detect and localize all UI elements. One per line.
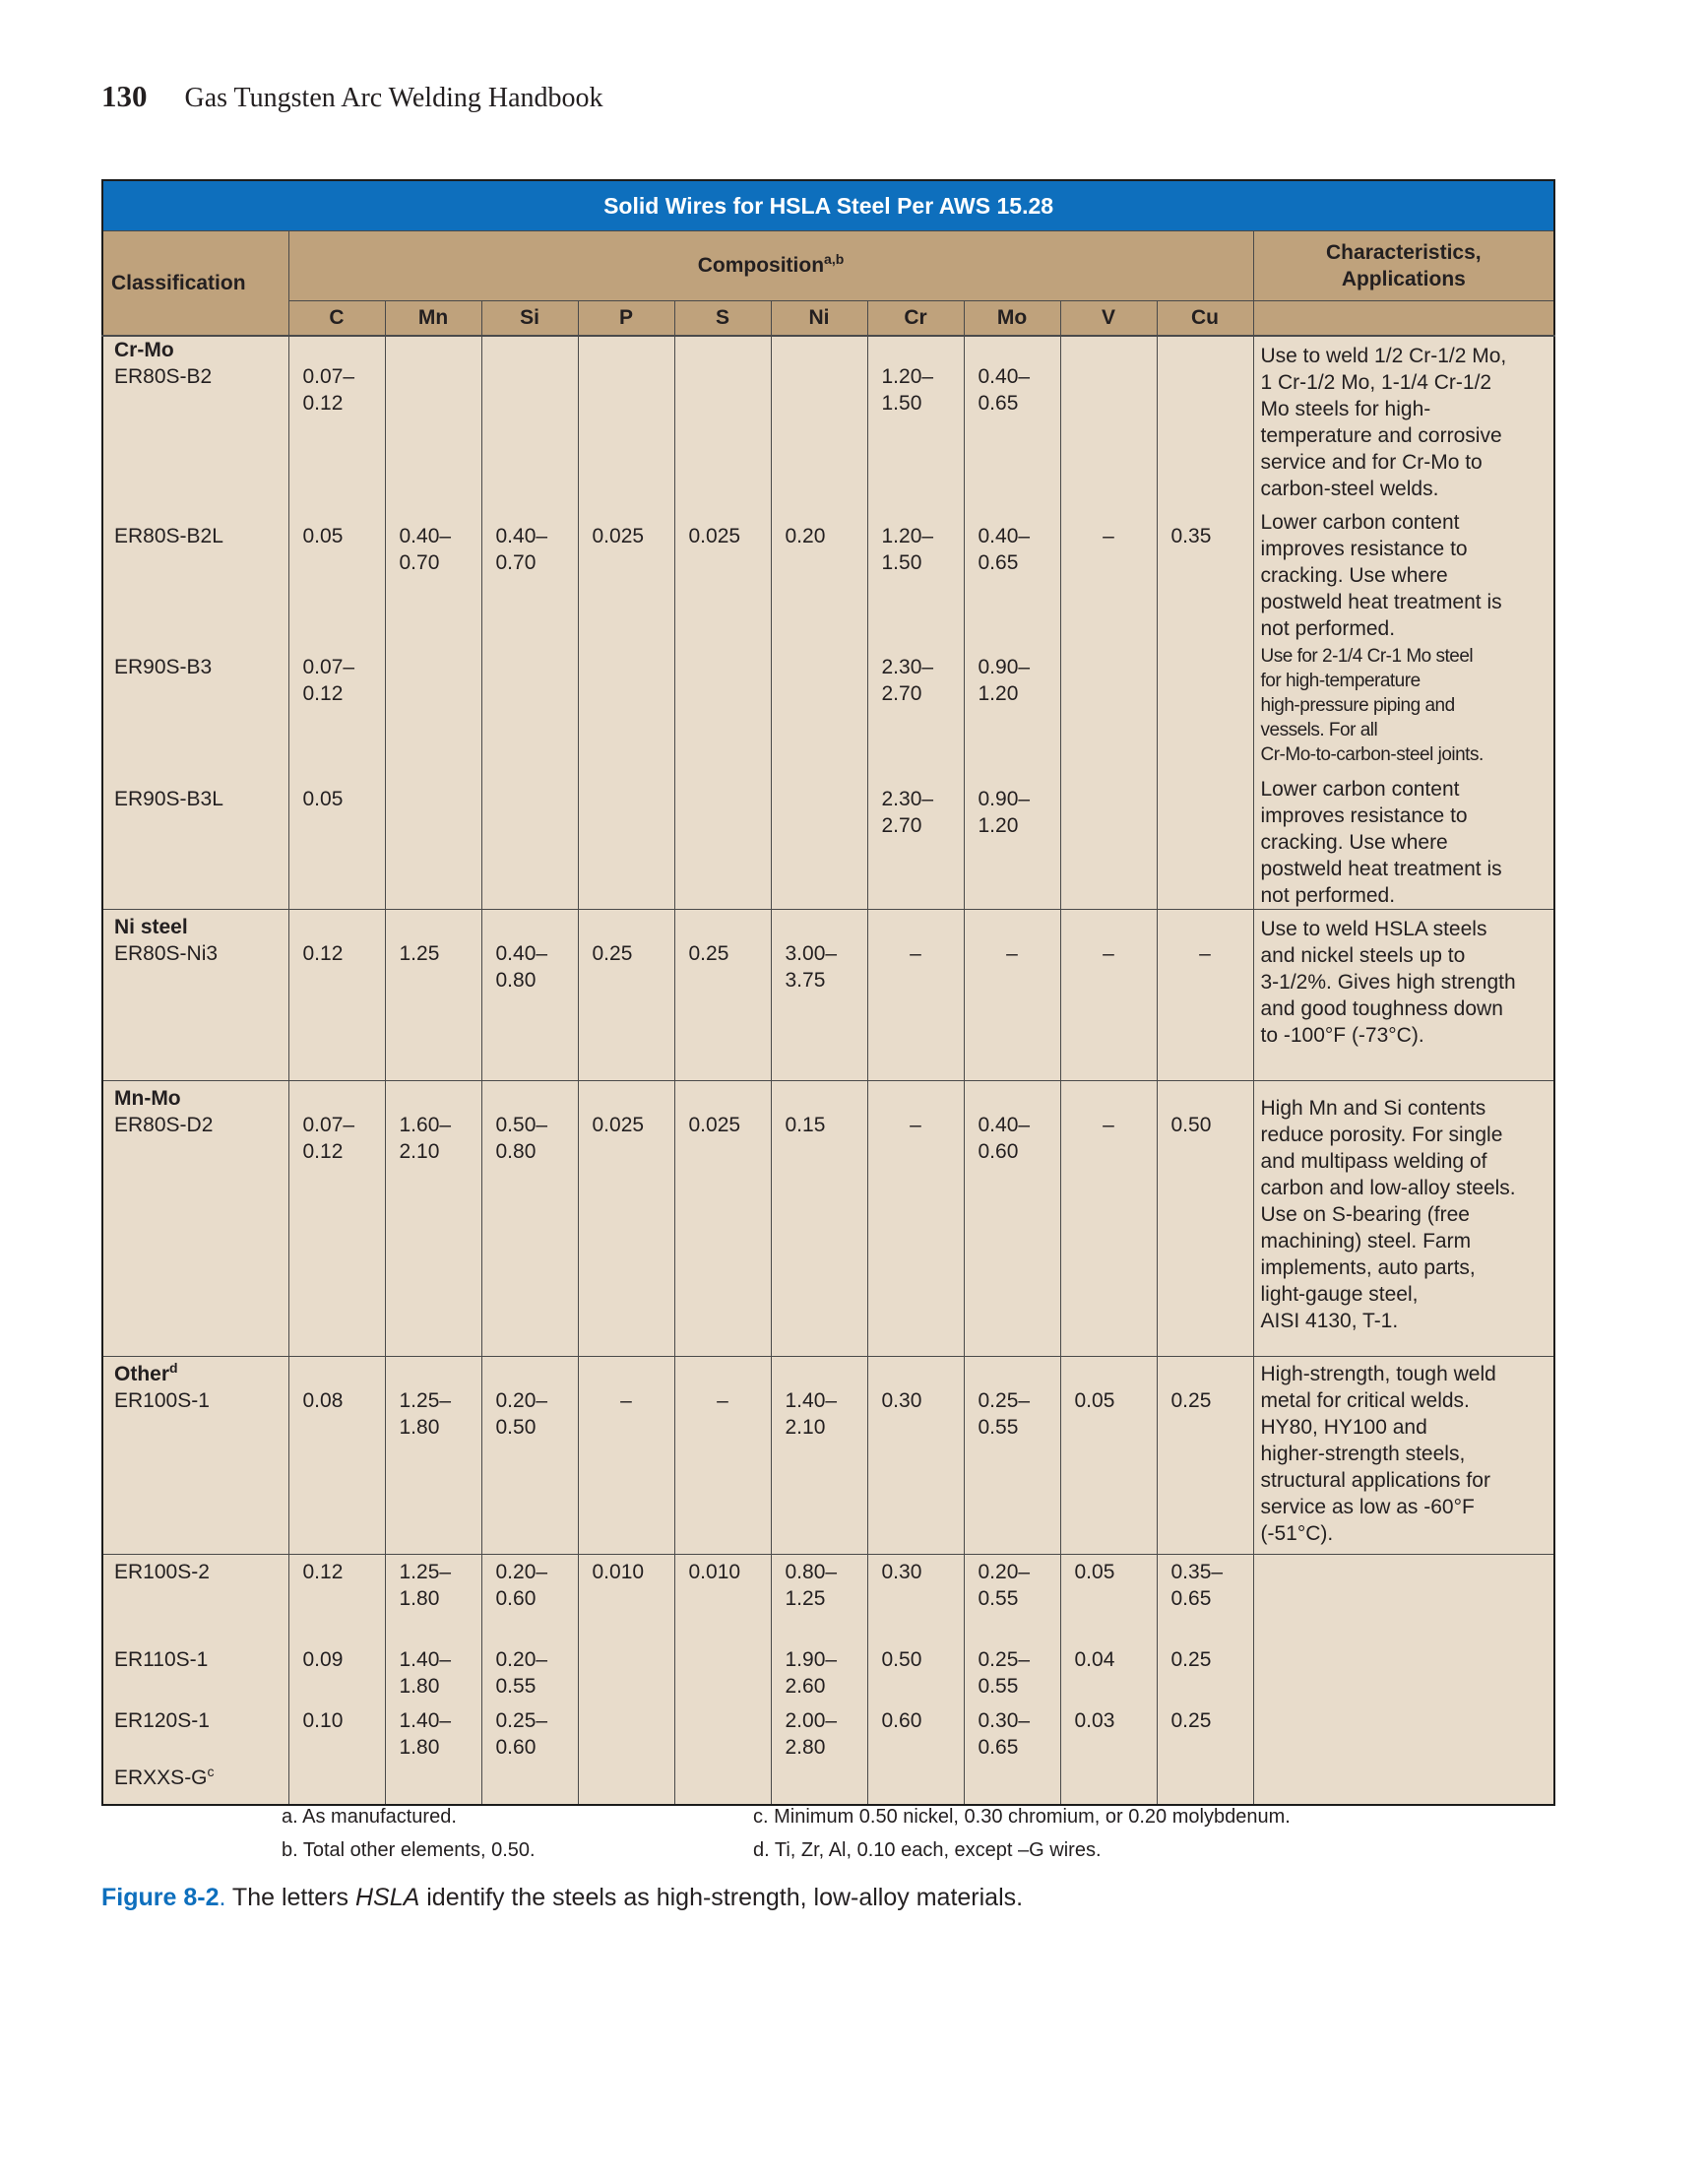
- value-mn: 1.25– 1.80 1.40– 1.80 1.40– 1.80: [385, 1555, 481, 1806]
- classification-header: Classification: [102, 231, 288, 337]
- element-header-s: S: [674, 301, 771, 337]
- value-p: –: [578, 1357, 674, 1555]
- classification-cell: [102, 1081, 288, 1357]
- group-row-crmo: [102, 336, 1554, 910]
- value-cu: 0.25: [1157, 1357, 1253, 1555]
- value-p: 0.025: [578, 1081, 674, 1357]
- value-c: 0.12: [288, 910, 385, 1081]
- value-ni: 0.15: [771, 1081, 867, 1357]
- group-label-other: Other$^d$: [114, 1360, 178, 1385]
- composition-header: Composition$^{a,b}$: [288, 231, 1253, 301]
- value-cr: 0.30: [867, 1357, 964, 1555]
- value-p: 0.010: [578, 1555, 674, 1806]
- value-v: –: [1060, 1081, 1157, 1357]
- value-cr: –: [867, 910, 964, 1081]
- element-header-cu: Cu: [1157, 301, 1253, 337]
- element-header-c: C: [288, 301, 385, 337]
- value-cr: 1.20– 1.50 1.20– 1.50 2.30– 2.70 2.30– 2.70: [867, 336, 964, 910]
- classification-er100s-1: ER100S-1: [114, 1389, 210, 1412]
- value-s: 0.025: [674, 1081, 771, 1357]
- page-number: 130: [101, 79, 148, 113]
- value-cu: –: [1157, 910, 1253, 1081]
- classification-er90s-b3l: ER90S-B3L: [114, 788, 223, 810]
- characteristics-er90s-b3l: Lower carbon content improves resistance to cracking. Use where postweld heat treatment is not performed.: [1260, 778, 1502, 907]
- group-row-ni-steel: [102, 910, 1554, 1081]
- classification-er110s-1: ER110S-1: [114, 1648, 209, 1671]
- value-v: –: [1060, 910, 1157, 1081]
- value-mo: 0.25– 0.55: [964, 1357, 1060, 1555]
- value-mo: 0.40– 0.60: [964, 1081, 1060, 1357]
- value-si: 0.20– 0.60 0.20– 0.55 0.25– 0.60: [481, 1555, 578, 1806]
- value-si: 0.20– 0.50: [481, 1357, 578, 1555]
- value-cr: –: [867, 1081, 964, 1357]
- value-v: 0.05 0.04 0.03: [1060, 1555, 1157, 1806]
- element-header-ni: Ni: [771, 301, 867, 337]
- value-ni: 1.40– 2.10: [771, 1357, 867, 1555]
- figure-caption: Figure 8-2. The letters HSLA identify the steels as high-strength, low-alloy materials.: [101, 1884, 1024, 1911]
- characteristics-er80s-d2: High Mn and Si contents reduce porosity. For single and multipass welding of carbon and low-alloy steels. Use on S-bearing (free machining) steel. Farm implements, auto parts, light-gauge steel, AISI 4130, T-1.: [1253, 1081, 1554, 1357]
- classification-er80s-b2l: ER80S-B2L: [114, 525, 223, 547]
- element-header-mo: Mo: [964, 301, 1060, 337]
- classification-er80s-b2: ER80S-B2: [114, 365, 213, 388]
- element-header-si: Si: [481, 301, 578, 337]
- characteristics-er80s-b2l: Lower carbon content improves resistance to cracking. Use where postweld heat treatment is not performed.: [1260, 511, 1502, 640]
- value-cr: 0.30 0.50 0.60: [867, 1555, 964, 1806]
- page-header: [101, 79, 603, 114]
- element-header-p: P: [578, 301, 674, 337]
- value-s: –: [674, 1357, 771, 1555]
- value-mn: 0.40– 0.70: [385, 336, 481, 910]
- value-p: 0.25: [578, 910, 674, 1081]
- classification-er100s-2: ER100S-2: [114, 1561, 210, 1583]
- characteristics-er80s-b2: Use to weld 1/2 Cr-1/2 Mo, 1 Cr-1/2 Mo, 1-1/4 Cr-1/2 Mo steels for high- temperature and corrosive service and for Cr-Mo to carbon-steel welds.: [1260, 345, 1507, 500]
- value-mo: –: [964, 910, 1060, 1081]
- value-ni: 0.20: [771, 336, 867, 910]
- classification-er80s-ni3: ER80S-Ni3: [114, 942, 219, 965]
- table-title: Solid Wires for HSLA Steel Per AWS 15.28: [102, 180, 1554, 231]
- characteristics-er90s-b3: Use for 2-1/4 Cr-1 Mo steel for high-temperature high-pressure piping and vessels. For all Cr-Mo-to-carbon-steel joints.: [1260, 646, 1484, 765]
- value-mo: 0.20– 0.55 0.25– 0.55 0.30– 0.65: [964, 1555, 1060, 1806]
- classification-erxxs-g: ERXXS-$G^c$: [114, 1764, 215, 1789]
- group-label-crmo: Cr-Mo: [114, 339, 174, 361]
- characteristics-er80s-ni3: Use to weld HSLA steels and nickel steels up to 3-1/2%. Gives high strength and good toughness down to -100°F (-73°C).: [1253, 910, 1554, 1081]
- value-mo: 0.40– 0.65 0.40– 0.65 0.90– 1.20 0.90– 1.20: [964, 336, 1060, 910]
- group-label-ni-steel: Ni steel: [114, 916, 188, 938]
- value-mn: 1.25– 1.80: [385, 1357, 481, 1555]
- classification-cell: [102, 1357, 288, 1555]
- hsla-wire-table: [101, 179, 1555, 1806]
- value-cu: 0.35– 0.65 0.25 0.25: [1157, 1555, 1253, 1806]
- value-c: 0.07– 0.12 0.05 0.07– 0.12 0.05: [288, 336, 385, 910]
- book-title: Gas Tungsten Arc Welding Handbook: [184, 83, 603, 113]
- footnote-d: d. Ti, Zr, Al, 0.10 each, except –G wires.: [753, 1839, 1102, 1861]
- classification-cell: [102, 1555, 288, 1806]
- value-v: –: [1060, 336, 1157, 910]
- value-si: 0.40– 0.70: [481, 336, 578, 910]
- footnote-c: c. Minimum 0.50 nickel, 0.30 chromium, or 0.20 molybdenum.: [753, 1806, 1291, 1828]
- characteristics-empty: [1253, 1555, 1554, 1806]
- group-label-mn-mo: Mn-Mo: [114, 1087, 181, 1110]
- group-row-other-2: [102, 1555, 1554, 1806]
- value-c: 0.12 0.09 0.10: [288, 1555, 385, 1806]
- value-mn: 1.25: [385, 910, 481, 1081]
- classification-er90s-b3: ER90S-B3: [114, 656, 213, 678]
- element-header-cr: Cr: [867, 301, 964, 337]
- element-header-mn: Mn: [385, 301, 481, 337]
- element-header-v: V: [1060, 301, 1157, 337]
- value-c: 0.08: [288, 1357, 385, 1555]
- footnote-b: b. Total other elements, 0.50.: [282, 1839, 536, 1861]
- figure-label: Figure 8-2: [101, 1884, 220, 1911]
- classification-er80s-d2: ER80S-D2: [114, 1114, 214, 1136]
- characteristics-cell: [1253, 336, 1554, 910]
- value-s: 0.025: [674, 336, 771, 910]
- group-row-other: [102, 1357, 1554, 1555]
- value-s: 0.010: [674, 1555, 771, 1806]
- value-si: 0.50– 0.80: [481, 1081, 578, 1357]
- group-row-mn-mo: [102, 1081, 1554, 1357]
- value-c: 0.07– 0.12: [288, 1081, 385, 1357]
- classification-cell: [102, 910, 288, 1081]
- characteristics-subheader: [1253, 301, 1554, 337]
- characteristics-er100s-1: High-strength, tough weld metal for critical welds. HY80, HY100 and higher-strength steels, structural applications for service as low as -60°F (-51°C).: [1253, 1357, 1554, 1555]
- classification-cell: [102, 336, 288, 910]
- value-p: 0.025: [578, 336, 674, 910]
- composition-footnote-ref: a,b: [824, 251, 845, 267]
- value-ni: 0.80– 1.25 1.90– 2.60 2.00– 2.80: [771, 1555, 867, 1806]
- classification-er120s-1: ER120S-1: [114, 1709, 210, 1732]
- value-cu: 0.50: [1157, 1081, 1253, 1357]
- value-cu: 0.35: [1157, 336, 1253, 910]
- value-mn: 1.60– 2.10: [385, 1081, 481, 1357]
- value-si: 0.40– 0.80: [481, 910, 578, 1081]
- value-ni: 3.00– 3.75: [771, 910, 867, 1081]
- footnote-a: a. As manufactured.: [282, 1806, 457, 1828]
- characteristics-header: Characteristics, Applications: [1253, 231, 1554, 301]
- value-v: 0.05: [1060, 1357, 1157, 1555]
- value-s: 0.25: [674, 910, 771, 1081]
